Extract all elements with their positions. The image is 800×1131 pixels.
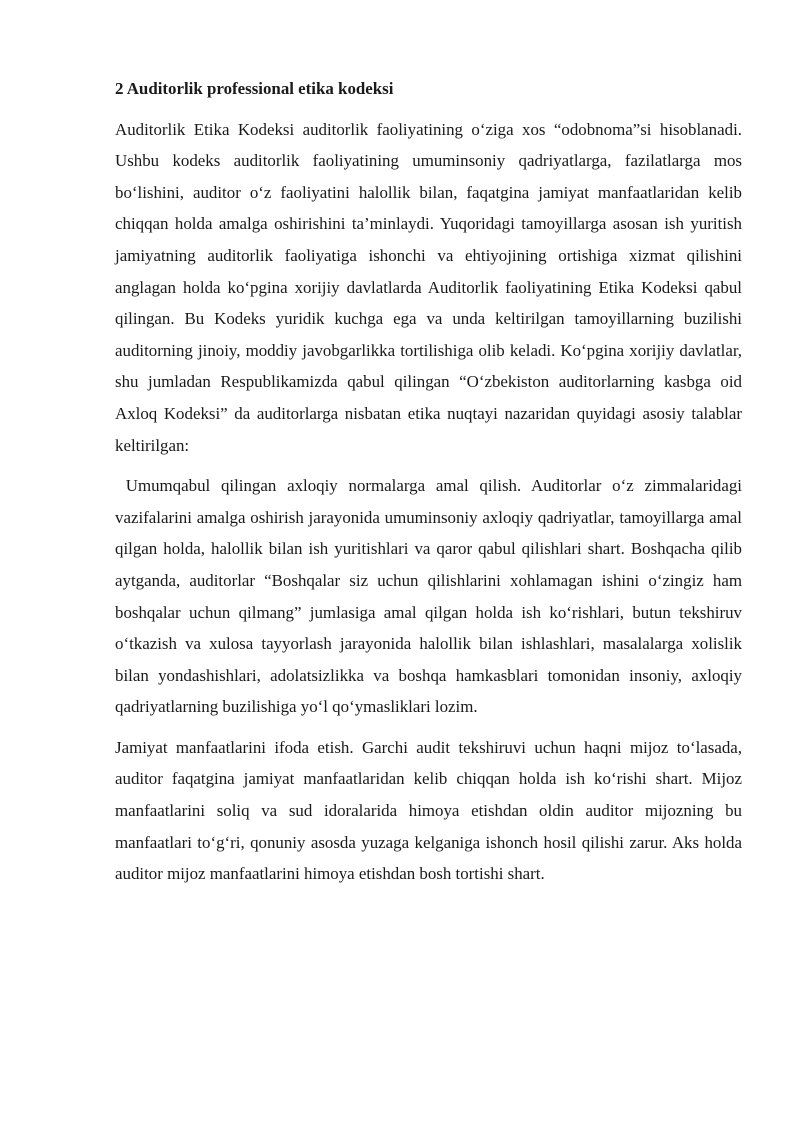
- paragraph-ethical-norms: Umumqabul qilingan axloqiy normalarga amal qilish. Auditorlar o‘z zimmalaridagi vazifalarini amalga oshirish jarayonida umuminsoniy axloqiy qadriyatlar, tamoyillarga amal qilgan holda, halollik bilan ish yuritishlari va qaror qabul qilishlari shart. Boshqacha qilib aytganda, auditorlar “Boshqalar siz uchun qilishlarini xohlamagan ishini o‘zingiz ham boshqalar uchun qilmang” jumlasiga amal qilgan holda ish ko‘rishlari, butun tekshiruv o‘tkazish va xulosa tayyorlash jarayonida halollik bilan ishlashlari, masalalarga xolislik bilan yondashishlari, adolatsizlikka va boshqa hamkasblari tomonidan insoniy, axloqiy qadriyatlarning buzilishiga yo‘l qo‘ymasliklari lozim.: [115, 476, 747, 717]
- paragraph-intro: Auditorlik Etika Kodeksi auditorlik faoliyatining o‘ziga xos “odobnoma”si hisoblanadi. Ushbu kodeks auditorlik faoliyatining umuminsoniy qadriyatlarga, fazilatlarga mos bo‘lishini, auditor o‘z faoliyatini halollik bilan, faqatgina jamiyat manfaatlaridan kelib chiqqan holda amalga oshirishini ta’minlaydi. Yuqoridagi tamoyillarga asosan ish yuritish jamiyatning auditorlik faoliyatiga ishonchi va ehtiyojining ortishiga xizmat qilishini anglagan holda ko‘pgina xorijiy davlatlarda Auditorlik faoliyatining Etika Kodeksi qabul qilingan. Bu Kodeks yuridik kuchga ega va unda keltirilgan tamoyillarning buzilishi auditorning jinoiy, moddiy javobgarlikka tortilishiga olib keladi. Ko‘pgina xorijiy davlatlar, shu jumladan Respublikamizda qabul qilingan “O‘zbekiston auditorlarning kasbga oid Axloq Kodeksi” da auditorlarga nisbatan etika nuqtayi nazaridan quyidagi asosiy talablar keltirilgan:: [115, 119, 742, 455]
- document-body: [115, 72, 747, 899]
- section-heading: 2 Auditorlik professional etika kodeksi: [115, 79, 394, 98]
- paragraph-public-interest: Jamiyat manfaatlarini ifoda etish. Garchi audit tekshiruvi uchun haqni mijoz to‘lasada, auditor faqatgina jamiyat manfaatlaridan kelib chiqqan holda ish ko‘rishi shart. Mijoz manfaatlarini soliq va sud idoralarida himoya etishdan oldin auditor mijozning bu manfaatlari to‘g‘ri, qonuniy asosda yuzaga kelganiga ishonch hosil qilishi zarur. Aks holda auditor mijoz manfaatlarini himoya etishdan bosh tortishi shart.: [115, 737, 742, 884]
